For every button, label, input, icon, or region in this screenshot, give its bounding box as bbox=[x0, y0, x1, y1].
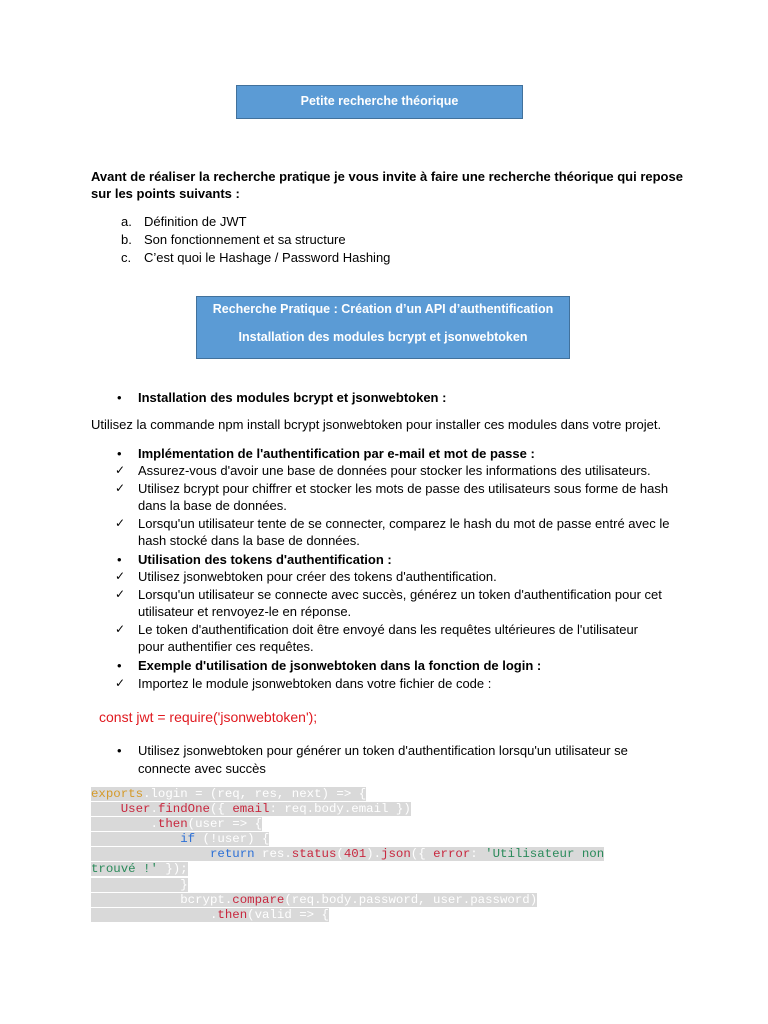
section-heading-example: Exemple d'utilisation de jsonwebtoken dans la fonction de login : bbox=[138, 658, 542, 673]
paragraph-line-2: connecte avec succès bbox=[138, 761, 266, 776]
code-token: (!user) { bbox=[195, 832, 270, 847]
intro-line-2: sur les points suivants : bbox=[91, 186, 240, 201]
list-marker-a: a. bbox=[121, 214, 132, 229]
list-item-a: Définition de JWT bbox=[144, 214, 247, 229]
code-token: status bbox=[291, 847, 337, 862]
code-token bbox=[91, 802, 121, 816]
list-item: Importez le module jsonwebtoken dans votre fichier de code : bbox=[138, 676, 492, 691]
code-token: findOne bbox=[157, 802, 210, 817]
install-instruction: Utilisez la commande npm install bcrypt jsonwebtoken pour installer ces modules dans votre projet. bbox=[91, 417, 662, 432]
section-banner-practice bbox=[196, 296, 570, 359]
section-banner-theory bbox=[236, 85, 523, 119]
code-token: User bbox=[120, 802, 151, 817]
checkmark-icon: ✓ bbox=[115, 587, 126, 601]
code-token: email bbox=[232, 802, 270, 817]
code-token: then bbox=[157, 817, 188, 832]
bullet-icon: • bbox=[117, 743, 122, 758]
code-token: if bbox=[180, 832, 196, 847]
code-token: ({ bbox=[210, 802, 233, 817]
bullet-icon: • bbox=[117, 390, 122, 405]
list-item: Le token d'authentification doit être envoyé dans les requêtes ultérieures de l'utilisateur bbox=[138, 622, 638, 637]
code-token: } bbox=[91, 877, 188, 892]
code-line bbox=[91, 878, 604, 893]
checkmark-icon: ✓ bbox=[115, 676, 126, 690]
code-line bbox=[91, 847, 604, 862]
checkmark-icon: ✓ bbox=[115, 516, 126, 530]
checkmark-icon: ✓ bbox=[115, 481, 126, 495]
code-token: json bbox=[381, 847, 411, 862]
code-token: . bbox=[91, 907, 218, 922]
code-token: exports bbox=[91, 787, 144, 801]
intro-line-1: Avant de réaliser la recherche pratique je vous invite à faire une recherche théorique qui repose bbox=[91, 169, 683, 184]
checkmark-icon: ✓ bbox=[115, 569, 126, 583]
section-heading-auth: Implémentation de l'authentification par e-mail et mot de passe : bbox=[138, 446, 535, 461]
code-token: (req.body.password, user.password) bbox=[284, 892, 538, 907]
code-token: bcrypt. bbox=[91, 892, 233, 907]
code-token: . bbox=[150, 802, 158, 817]
code-token: return bbox=[209, 847, 255, 862]
bullet-icon: • bbox=[117, 658, 122, 673]
code-token: trouvé !' bbox=[91, 862, 158, 877]
list-item: Assurez-vous d'avoir une base de données pour stocker les informations des utilisateurs. bbox=[138, 463, 651, 478]
code-token: (valid => { bbox=[247, 907, 329, 922]
paragraph-line-1: Utilisez jsonwebtoken pour générer un token d'authentification lorsqu'un utilisateur se bbox=[138, 743, 628, 758]
code-token: }); bbox=[157, 862, 188, 877]
checkmark-icon: ✓ bbox=[115, 463, 126, 477]
list-marker-b: b. bbox=[121, 232, 132, 247]
code-line bbox=[91, 787, 604, 802]
list-marker-c: c. bbox=[121, 250, 132, 265]
checkmark-icon: ✓ bbox=[115, 622, 126, 636]
code-token: ({ bbox=[410, 847, 434, 862]
list-item-c: C’est quoi le Hashage / Password Hashing bbox=[144, 250, 391, 265]
code-line bbox=[91, 817, 604, 832]
code-token: (user => { bbox=[187, 817, 263, 832]
code-block bbox=[91, 787, 604, 923]
list-item-b: Son fonctionnement et sa structure bbox=[144, 232, 346, 247]
code-token: 401 bbox=[343, 847, 367, 862]
code-token: : req.body.email }) bbox=[269, 802, 411, 817]
code-require-line: const jwt = require('jsonwebtoken'); bbox=[99, 709, 318, 725]
code-line bbox=[91, 862, 604, 877]
list-item: Utilisez jsonwebtoken pour créer des tokens d'authentification. bbox=[138, 569, 497, 584]
list-item-continued: hash stocké dans la base de données. bbox=[138, 533, 360, 548]
code-token: .login = (req, res, next) => { bbox=[143, 787, 367, 801]
code-line bbox=[91, 802, 604, 817]
code-token bbox=[91, 847, 210, 861]
code-token bbox=[91, 832, 180, 846]
code-line bbox=[91, 908, 604, 923]
list-item: Lorsqu'un utilisateur tente de se connecter, comparez le hash du mot de passe entré avec le bbox=[138, 516, 670, 531]
banner-line-2: Installation des modules bcrypt et jsonwebtoken bbox=[238, 330, 528, 344]
list-item: Utilisez bcrypt pour chiffrer et stocker les mots de passe des utilisateurs sous forme de hash bbox=[138, 481, 669, 496]
section-heading-install: Installation des modules bcrypt et jsonwebtoken : bbox=[138, 390, 447, 405]
list-item-continued: utilisateur et renvoyez-le en réponse. bbox=[138, 604, 352, 619]
banner-title: Petite recherche théorique bbox=[300, 94, 459, 108]
code-line bbox=[91, 832, 604, 847]
list-item-continued: pour authentifier ces requêtes. bbox=[138, 639, 314, 654]
code-token: 'Utilisateur non bbox=[485, 847, 605, 862]
code-token: compare bbox=[232, 892, 285, 907]
banner-line-1: Recherche Pratique : Création d’un API d’authentification bbox=[212, 302, 554, 316]
list-item: Lorsqu'un utilisateur se connecte avec succès, générez un token d'authentification pour cet bbox=[138, 587, 662, 602]
code-token: res. bbox=[254, 847, 292, 862]
section-heading-tokens: Utilisation des tokens d'authentification : bbox=[138, 552, 392, 567]
bullet-icon: • bbox=[117, 446, 122, 461]
list-item-continued: dans la base de données. bbox=[138, 498, 287, 513]
code-token: then bbox=[217, 907, 248, 922]
code-token: ( bbox=[336, 847, 344, 862]
code-token: ). bbox=[366, 847, 382, 862]
code-token: error bbox=[433, 847, 471, 862]
code-token: : bbox=[470, 847, 486, 862]
code-line bbox=[91, 893, 604, 908]
bullet-icon: • bbox=[117, 552, 122, 567]
code-token: . bbox=[91, 817, 158, 832]
